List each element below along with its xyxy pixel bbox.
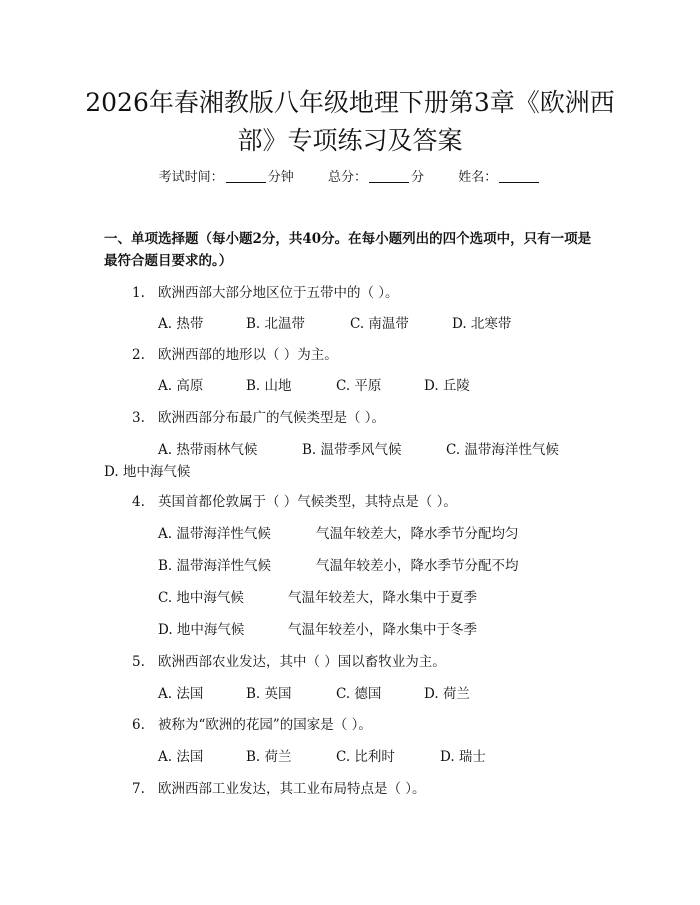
options-2 <box>158 376 470 396</box>
option-d[interactable]: D. 瑞士 <box>440 749 486 765</box>
option-b[interactable]: B. 温带海洋性气候 气温年较差小，降水季节分配不均 <box>158 558 519 574</box>
question-3 <box>132 408 385 428</box>
question-text: 英国首都伦敦属于（ ）气候类型，其特点是（ ）。 <box>158 494 457 510</box>
option-d[interactable]: D. 荷兰 <box>424 686 470 702</box>
option-d[interactable]: D. 丘陵 <box>424 378 470 394</box>
page-title: 2026年春湘教版八年级地理下册第3章《欧洲西部》专项练习及答案 <box>85 88 615 155</box>
question-number: 1. <box>132 285 145 301</box>
exam-info-line <box>0 168 700 188</box>
option-a[interactable]: A. 温带海洋性气候 气温年较差大，降水季节分配均匀 <box>158 526 519 542</box>
question-number: 2. <box>132 347 145 363</box>
option-a[interactable]: A. 热带 <box>158 316 204 332</box>
options-3 <box>158 440 559 460</box>
options-1 <box>158 314 511 334</box>
option-a[interactable]: A. 法国 <box>158 749 204 765</box>
options-5 <box>158 684 470 704</box>
option-a[interactable]: A. 高原 <box>158 378 204 394</box>
question-number: 6. <box>132 717 145 733</box>
option-b[interactable]: B. 英国 <box>246 686 292 702</box>
question-number: 7. <box>132 781 145 797</box>
question-text: 欧洲西部农业发达，其中（ ）国以畜牧业为主。 <box>158 654 446 670</box>
option-c[interactable]: C. 德国 <box>336 686 382 702</box>
question-number: 5. <box>132 654 145 670</box>
option-b[interactable]: B. 山地 <box>246 378 292 394</box>
question-text: 欧洲西部的地形以（ ）为主。 <box>158 347 338 363</box>
question-2 <box>132 345 338 365</box>
question-number: 3. <box>132 410 145 426</box>
question-text: 欧洲西部工业发达，其工业布局特点是（ ）。 <box>158 781 426 797</box>
question-5 <box>132 652 446 672</box>
question-1 <box>132 283 399 303</box>
section-heading: 一、单项选择题（每小题2分，共40分。在每小题列出的四个选项中，只有一项是最符合题目要求的。） <box>104 231 592 269</box>
question-text: 欧洲西部大部分地区位于五带中的（ ）。 <box>158 285 399 301</box>
time-unit: 分钟 <box>267 170 294 185</box>
question-6 <box>132 715 372 735</box>
option-d[interactable]: D. 地中海气候 气温年较差小，降水集中于冬季 <box>158 622 477 638</box>
option-d-wrapped[interactable]: D. 地中海气候 <box>104 464 191 480</box>
score-unit: 分 <box>411 170 425 185</box>
question-7 <box>132 779 426 799</box>
name-blank[interactable] <box>499 168 539 183</box>
option-a[interactable]: A. 热带雨林气候 <box>158 442 258 458</box>
option-c[interactable]: C. 比利时 <box>336 749 395 765</box>
time-blank[interactable] <box>226 168 266 183</box>
score-blank[interactable] <box>369 168 409 183</box>
question-text: 被称为“欧洲的花园”的国家是（ ）。 <box>158 717 372 733</box>
option-a[interactable]: A. 法国 <box>158 686 204 702</box>
question-number: 4. <box>132 494 145 510</box>
option-c[interactable]: C. 南温带 <box>350 316 409 332</box>
question-4 <box>132 492 457 512</box>
options-6 <box>158 747 486 767</box>
option-c[interactable]: C. 地中海气候 气温年较差大，降水集中于夏季 <box>158 590 477 606</box>
name-label: 姓名： <box>458 170 498 185</box>
option-d[interactable]: D. 北寒带 <box>452 316 512 332</box>
option-c[interactable]: C. 平原 <box>336 378 382 394</box>
option-b[interactable]: B. 荷兰 <box>246 749 292 765</box>
option-c[interactable]: C. 温带海洋性气候 <box>446 442 559 458</box>
question-text: 欧洲西部分布最广的气候类型是（ ）。 <box>158 410 386 426</box>
option-b[interactable]: B. 温带季风气候 <box>302 442 402 458</box>
time-label: 考试时间： <box>158 170 224 185</box>
option-b[interactable]: B. 北温带 <box>246 316 306 332</box>
score-label: 总分： <box>327 170 367 185</box>
